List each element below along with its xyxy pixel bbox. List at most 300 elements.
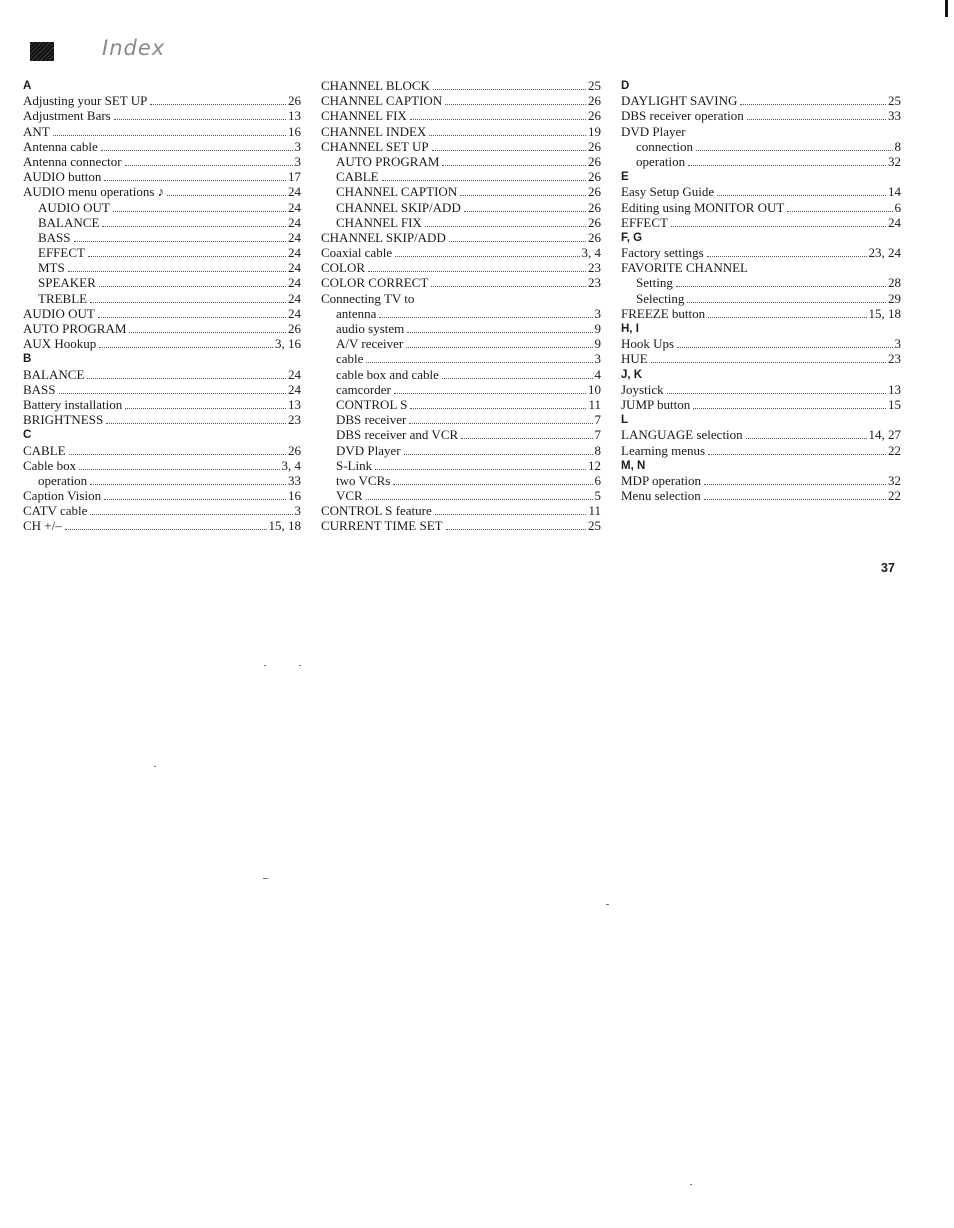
index-subentry <box>321 443 601 458</box>
index-term: ANT <box>23 123 50 139</box>
index-pages: 3, 4 <box>281 457 301 473</box>
dot-leader <box>99 347 273 348</box>
index-pages: 3, 4 <box>581 245 601 261</box>
index-entry <box>621 397 901 412</box>
index-pages: 7 <box>594 427 601 443</box>
index-pages: 24 <box>288 199 301 215</box>
dot-leader <box>461 438 592 439</box>
index-term: CONTROL S <box>336 396 408 412</box>
index-entry <box>23 93 301 108</box>
index-subentry <box>621 139 901 154</box>
page-number: 37 <box>881 561 895 575</box>
index-subentry <box>321 169 601 184</box>
index-subentry <box>321 336 601 351</box>
index-pages: 32 <box>888 153 901 169</box>
index-pages: 24 <box>288 275 301 291</box>
index-entry <box>23 108 301 123</box>
index-term: Connecting TV to <box>321 290 415 306</box>
index-column-1 <box>23 78 301 534</box>
index-pages: 26 <box>588 138 601 154</box>
index-entry <box>321 245 601 260</box>
page-edge-mark <box>945 0 948 17</box>
index-entry <box>321 503 601 518</box>
dot-leader <box>366 362 592 363</box>
index-column-3 <box>621 78 901 503</box>
index-entry <box>23 124 301 139</box>
index-term: LANGUAGE selection <box>621 427 743 443</box>
index-pages: 26 <box>588 93 601 109</box>
index-pages: 26 <box>588 153 601 169</box>
dot-leader <box>432 150 586 151</box>
index-subentry <box>321 321 601 336</box>
dot-leader <box>104 499 286 500</box>
index-pages: 24 <box>288 214 301 230</box>
index-term: S-Link <box>336 457 373 473</box>
index-pages: 26 <box>288 321 301 336</box>
dot-leader <box>687 302 886 303</box>
dot-leader <box>90 484 286 485</box>
dot-leader <box>102 226 286 227</box>
dot-leader <box>671 226 886 227</box>
index-term: HUE <box>621 351 648 367</box>
dot-leader <box>79 469 279 470</box>
index-term: operation <box>38 472 88 488</box>
index-term: CABLE <box>336 169 379 185</box>
index-pages: 26 <box>588 184 601 200</box>
index-letter-heading: L <box>621 414 629 427</box>
index-term: A/V receiver <box>336 336 404 352</box>
index-entry <box>621 306 901 321</box>
dot-leader <box>407 332 592 333</box>
dot-leader <box>693 408 886 409</box>
index-term: Joystick <box>621 381 664 397</box>
index-entry <box>23 458 301 473</box>
index-pages: 3, 16 <box>275 336 301 352</box>
index-term: BALANCE <box>23 366 85 382</box>
index-term: JUMP button <box>621 396 691 412</box>
index-entry <box>621 260 901 275</box>
dot-leader <box>708 454 886 455</box>
index-letter-heading: F, G <box>621 231 643 244</box>
index-subentry <box>321 367 601 382</box>
index-letter-heading: H, I <box>621 323 639 335</box>
dot-leader <box>88 256 286 257</box>
dot-leader <box>74 241 286 242</box>
index-pages: 26 <box>588 214 601 230</box>
index-entry <box>621 336 901 351</box>
index-subentry <box>321 427 601 442</box>
index-term: SPEAKER <box>38 275 96 291</box>
index-term: AUTO PROGRAM <box>23 321 127 336</box>
index-pages: 23 <box>588 260 601 276</box>
index-term: CHANNEL BLOCK <box>321 78 430 93</box>
index-pages: 25 <box>888 93 901 109</box>
index-term: Learning menus <box>621 442 706 458</box>
index-subentry <box>621 291 901 306</box>
index-pages: 15 <box>888 396 901 412</box>
index-subentry <box>621 154 901 169</box>
index-entry <box>621 443 901 458</box>
index-entry <box>321 139 601 154</box>
dot-leader <box>651 362 886 363</box>
index-term: CHANNEL FIX <box>336 214 422 230</box>
dot-leader <box>98 317 286 318</box>
dot-leader <box>366 499 593 500</box>
page-title: Index <box>102 36 166 60</box>
index-entry <box>23 397 301 412</box>
dot-leader <box>460 195 586 196</box>
index-term: CHANNEL FIX <box>321 108 407 124</box>
index-pages: 17 <box>288 169 301 185</box>
index-pages: 8 <box>594 442 601 458</box>
index-pages: 33 <box>888 108 901 124</box>
index-term: connection <box>636 138 694 154</box>
dot-leader <box>696 150 892 151</box>
index-entry <box>321 78 601 93</box>
index-term: CH +/– <box>23 518 62 534</box>
index-entry <box>23 503 301 518</box>
index-pages: 26 <box>588 199 601 215</box>
index-entry <box>23 154 301 169</box>
index-letter-heading: A <box>23 80 32 92</box>
index-entry <box>621 215 901 230</box>
index-subentry <box>321 154 601 169</box>
dot-leader <box>90 514 292 515</box>
index-term: Hook Ups <box>621 336 675 352</box>
index-term: Selecting <box>636 290 685 306</box>
index-subentry <box>321 488 601 503</box>
index-subentry <box>321 351 601 366</box>
index-term: MDP operation <box>621 472 702 488</box>
index-entry <box>23 367 301 382</box>
index-pages: 5 <box>594 488 601 504</box>
index-pages: 24 <box>288 381 301 397</box>
index-pages: 23 <box>888 351 901 367</box>
index-pages: 16 <box>288 488 301 504</box>
index-term: VCR <box>336 488 363 504</box>
index-pages: 6 <box>894 199 901 215</box>
dot-leader <box>406 347 592 348</box>
dot-leader <box>409 423 592 424</box>
index-pages: 24 <box>888 214 901 230</box>
index-pages: 26 <box>588 169 601 185</box>
index-term: DVD Player <box>336 442 401 458</box>
index-pages: 23 <box>588 275 601 291</box>
index-term: operation <box>636 153 686 169</box>
index-pages: 32 <box>888 472 901 488</box>
index-term: CONTROL S feature <box>321 503 432 519</box>
dot-leader <box>106 423 286 424</box>
dot-leader <box>704 484 886 485</box>
dot-leader <box>433 89 586 90</box>
index-subentry <box>321 412 601 427</box>
index-entry <box>621 93 901 108</box>
index-entry <box>321 124 601 139</box>
index-term: AUDIO menu operations ♪ <box>23 184 165 200</box>
index-pages: 29 <box>888 290 901 306</box>
index-term: CHANNEL SKIP/ADD <box>336 199 461 215</box>
dot-leader <box>379 317 592 318</box>
dot-leader <box>65 529 267 530</box>
index-entry <box>621 427 901 442</box>
index-term: Adjusting your SET UP <box>23 93 148 109</box>
index-pages: 19 <box>588 123 601 139</box>
index-term: Antenna connector <box>23 153 122 169</box>
index-pages: 25 <box>588 78 601 93</box>
index-pages: 13 <box>888 381 901 397</box>
dot-leader <box>747 119 886 120</box>
dot-leader <box>677 347 892 348</box>
index-pages: 6 <box>594 472 601 488</box>
dot-leader <box>125 408 286 409</box>
index-term: Easy Setup Guide <box>621 184 715 200</box>
index-pages: 16 <box>288 123 301 139</box>
index-term: DVD Player <box>621 123 686 139</box>
index-pages: 33 <box>288 472 301 488</box>
index-term: EFFECT <box>621 214 668 230</box>
index-entry <box>321 260 601 275</box>
index-term: EFFECT <box>38 245 85 261</box>
dot-leader <box>787 211 892 212</box>
index-subentry <box>23 200 301 215</box>
index-term: Coaxial cable <box>321 245 393 261</box>
index-subentry <box>23 260 301 275</box>
dot-leader <box>375 469 586 470</box>
index-letter-heading: B <box>23 353 32 366</box>
index-pages: 26 <box>288 442 301 458</box>
dot-leader <box>113 211 286 212</box>
index-subentry <box>321 458 601 473</box>
index-term: Battery installation <box>23 396 123 412</box>
index-subentry <box>23 245 301 260</box>
dot-leader <box>746 438 867 439</box>
index-entry <box>23 382 301 397</box>
dot-leader <box>90 302 286 303</box>
index-subentry <box>321 397 601 412</box>
index-pages: 24 <box>288 305 301 321</box>
index-letter-heading: M, N <box>621 459 646 472</box>
index-entry <box>621 382 901 397</box>
index-term: BRIGHTNESS <box>23 412 104 428</box>
index-term: Caption Vision <box>23 488 102 504</box>
dot-leader <box>446 529 586 530</box>
index-term: CHANNEL INDEX <box>321 123 427 139</box>
index-entry <box>321 108 601 123</box>
dot-leader <box>68 271 286 272</box>
dot-leader <box>707 256 867 257</box>
index-pages: 25 <box>588 518 601 534</box>
index-term: AUDIO button <box>23 169 102 185</box>
index-pages: 15, 18 <box>268 518 301 534</box>
index-term: cable box and cable <box>336 366 439 382</box>
index-term: COLOR <box>321 260 366 276</box>
index-pages: 22 <box>888 442 901 458</box>
index-entry <box>23 169 301 184</box>
index-pages: 23, 24 <box>868 245 901 261</box>
index-pages: 13 <box>288 108 301 124</box>
index-entry <box>621 488 901 503</box>
index-entry <box>621 184 901 199</box>
index-letter-heading: C <box>23 429 32 442</box>
index-subentry <box>321 306 601 321</box>
index-term: DBS receiver operation <box>621 108 744 124</box>
index-pages: 24 <box>288 184 301 200</box>
dot-leader <box>368 271 586 272</box>
dot-leader <box>87 378 286 379</box>
index-subentry <box>23 215 301 230</box>
index-entry <box>23 139 301 154</box>
index-pages: 13 <box>288 396 301 412</box>
index-pages: 24 <box>288 245 301 261</box>
dot-leader <box>708 317 866 318</box>
dot-leader <box>442 165 586 166</box>
index-term: Cable box <box>23 457 77 473</box>
dot-leader <box>150 104 286 105</box>
dot-leader <box>114 119 286 120</box>
index-pages: 3 <box>294 138 301 154</box>
index-term: cable <box>336 351 364 367</box>
index-entry <box>621 351 901 366</box>
index-pages: 3 <box>894 336 901 352</box>
dot-leader <box>59 393 286 394</box>
index-entry <box>321 291 601 306</box>
index-entry <box>321 230 601 245</box>
index-pages: 15, 18 <box>868 305 901 321</box>
index-term: audio system <box>336 321 405 336</box>
dot-leader <box>404 454 593 455</box>
index-term: Menu selection <box>621 488 701 504</box>
dot-leader <box>167 195 286 196</box>
index-entry <box>621 108 901 123</box>
dot-leader <box>129 332 286 333</box>
dot-leader <box>99 286 286 287</box>
dot-leader <box>410 408 586 409</box>
index-pages: 14, 27 <box>868 427 901 443</box>
dot-leader <box>104 180 286 181</box>
dot-leader <box>393 484 592 485</box>
index-entry <box>23 488 301 503</box>
index-term: CHANNEL SKIP/ADD <box>321 229 446 245</box>
index-subentry <box>621 275 901 290</box>
index-pages: 22 <box>888 488 901 504</box>
index-entry <box>23 321 301 336</box>
index-term: antenna <box>336 305 377 321</box>
index-subentry <box>23 291 301 306</box>
index-column-2 <box>321 78 601 534</box>
dot-leader <box>676 286 886 287</box>
index-pages: 26 <box>588 108 601 124</box>
scan-speck <box>154 766 156 767</box>
index-term: Antenna cable <box>23 138 98 154</box>
index-pages: 9 <box>594 336 601 352</box>
index-term: BASS <box>23 381 56 397</box>
index-pages: 8 <box>894 138 901 154</box>
index-term: Adjustment Bars <box>23 108 111 124</box>
index-entry <box>23 443 301 458</box>
index-subentry <box>23 473 301 488</box>
index-term: DBS receiver <box>336 412 407 428</box>
index-term: CHANNEL SET UP <box>321 138 429 154</box>
index-term: TREBLE <box>38 290 88 306</box>
index-pages: 10 <box>588 381 601 397</box>
dot-leader <box>382 180 586 181</box>
index-entry <box>621 124 901 139</box>
index-subentry <box>23 230 301 245</box>
index-pages: 9 <box>594 321 601 336</box>
dot-leader <box>431 286 586 287</box>
dot-leader <box>667 393 886 394</box>
index-term: AUDIO OUT <box>38 199 110 215</box>
index-term: BALANCE <box>38 214 100 230</box>
index-pages: 11 <box>588 503 601 519</box>
index-term: Editing using MONITOR OUT <box>621 199 785 215</box>
index-term: DBS receiver and VCR <box>336 427 459 443</box>
index-entry <box>23 306 301 321</box>
dot-leader <box>410 119 586 120</box>
index-pages: 7 <box>594 412 601 428</box>
index-pages: 3 <box>594 351 601 367</box>
scan-speck <box>264 665 266 666</box>
scan-speck <box>690 1184 692 1185</box>
index-entry <box>621 473 901 488</box>
index-term: CURRENT TIME SET <box>321 518 443 534</box>
index-term: CABLE <box>23 442 66 458</box>
index-letter-heading: J, K <box>621 368 643 381</box>
dot-leader <box>442 378 593 379</box>
dot-leader <box>688 165 886 166</box>
index-pages: 11 <box>588 396 601 412</box>
dot-leader <box>435 514 587 515</box>
index-pages: 3 <box>294 503 301 519</box>
dot-leader <box>704 499 886 500</box>
index-subentry <box>321 184 601 199</box>
index-term: AUX Hookup <box>23 336 97 352</box>
index-pages: 24 <box>288 366 301 382</box>
index-term: two VCRs <box>336 472 391 488</box>
index-entry <box>23 184 301 199</box>
index-entry <box>23 412 301 427</box>
dot-leader <box>445 104 586 105</box>
index-term: BASS <box>38 229 71 245</box>
index-entry <box>621 245 901 260</box>
index-term: FAVORITE CHANNEL <box>621 260 748 276</box>
dot-leader <box>394 393 586 394</box>
dot-leader <box>449 241 586 242</box>
dot-leader <box>464 211 586 212</box>
index-term: FREEZE button <box>621 305 706 321</box>
dot-leader <box>429 135 586 136</box>
index-letter-heading: D <box>621 80 630 92</box>
index-term: Factory settings <box>621 245 704 261</box>
index-entry <box>23 518 301 533</box>
index-term: camcorder <box>336 381 391 397</box>
dot-leader <box>425 226 586 227</box>
index-term: CHANNEL CAPTION <box>321 93 443 109</box>
index-pages: 24 <box>288 229 301 245</box>
index-term: COLOR CORRECT <box>321 275 429 291</box>
index-term: DAYLIGHT SAVING <box>621 93 738 109</box>
index-subentry <box>321 382 601 397</box>
index-term: CHANNEL CAPTION <box>336 184 458 200</box>
index-subentry <box>321 473 601 488</box>
index-subentry <box>321 200 601 215</box>
index-entry <box>23 336 301 351</box>
index-term: CATV cable <box>23 503 88 519</box>
index-pages: 26 <box>288 93 301 109</box>
index-pages: 24 <box>288 290 301 306</box>
index-pages: 4 <box>594 366 601 382</box>
index-subentry <box>23 275 301 290</box>
